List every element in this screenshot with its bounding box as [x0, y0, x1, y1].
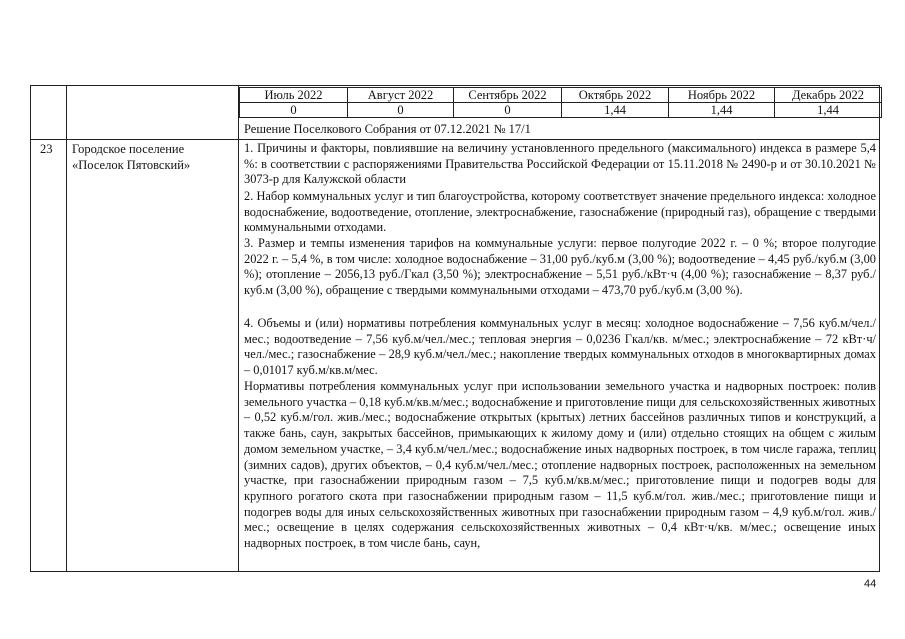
- month-header-cell: Ноябрь 2022: [669, 88, 775, 103]
- column-divider: [238, 85, 239, 572]
- settlement-name-line1: Городское поселение: [72, 142, 185, 156]
- month-header-cell: Июль 2022: [240, 88, 348, 103]
- month-value-cell: 0: [454, 103, 562, 118]
- decision-line: Решение Поселкового Собрания от 07.12.2021 № 17/1: [244, 122, 531, 136]
- months-value-row: [240, 103, 882, 118]
- month-header-cell: Август 2022: [348, 88, 454, 103]
- month-header-cell: Сентябрь 2022: [454, 88, 562, 103]
- paragraph-services-set: 2. Набор коммунальных услуг и тип благоустройства, которому соответствует значение предельного индекса: холодное водоснабжение, водоотведение, отопление, электроснабжение, газоснабжение (природный газ), обращение с твердыми коммунальными отходами.: [244, 189, 876, 235]
- month-value-cell: 0: [348, 103, 454, 118]
- month-value-cell: 1,44: [669, 103, 775, 118]
- row-divider: [30, 139, 880, 140]
- column-divider: [66, 85, 67, 572]
- months-table: [239, 87, 882, 118]
- paragraph-reasons: 1. Причины и факторы, повлиявшие на величину установленного предельного (максимального) индекса в размере 5,4 %: в соответствии с распоряжениями Правительства Российской Федерации от 15.11.2018 № 2490-р и от 30.10.2021 № 3073-р для Калужской области: [244, 141, 876, 187]
- paragraph-land-norms: Нормативы потребления коммунальных услуг при использовании земельного участка и надворных построек: полив земельного участка – 0,18 куб.м/кв.м/мес.; водоснабжение и приготовление пищи для сельскохозяйственных животных – 0,52 куб.м/гол. жив./мес.; водоснабжение открытых (крытых) летних бассейнов различных типов и конструкций, а также бань, саун, закрытых бассейнов, примыкающих к жилому дому и (или) отдельно стоящих на общем с жилым домом земельном участке, – 3,4 куб.м/чел./мес.; водоснабжение иных надворных построек, в том числе гаража, теплиц (зимних садов), других объектов, – 0,4 куб.м/чел./мес.; отопление надворных построек, расположенных на земельном участке, при газоснабжении природным газом – 7,5 куб.м/кв.м/мес.; приготовление пищи и подогрев воды для крупного рогатого скота при газоснабжении природным газом – 11,5 куб.м/гол. жив./мес.; приготовление пищи и подогрев воды для иных сельскохозяйственных животных при газоснабжении природным газом – 4,9 куб.м/гол. жив./мес.; освещение в целях содержания сельскохозяйственных животных – 0,4 кВт·ч/кв. м/мес.; освещение иных надворных построек, в том числе бань, саун,: [244, 379, 876, 551]
- paragraph-volumes: 4. Объемы и (или) нормативы потребления коммунальных услуг в месяц: холодное водоснабжение – 7,56 куб.м/чел./мес.; водоотведение – 7,56 куб.м/чел./мес.; тепловая энергия – 0,0236 Гкал/кв. м/мес.; электроснабжение – 72 кВт·ч/чел./мес.; газоснабжение – 28,9 куб.м/чел./мес.; накопление твердых коммунальных отходов в многоквартирных домах – 0,01017 куб.м/кв.м/мес.: [244, 316, 876, 378]
- month-header-cell: Октябрь 2022: [562, 88, 669, 103]
- row-number: 23: [40, 142, 53, 156]
- settlement-name-line2: «Поселок Пятовский»: [72, 158, 191, 172]
- month-header-cell: Декабрь 2022: [775, 88, 882, 103]
- paragraph-tariffs: 3. Размер и темпы изменения тарифов на коммунальные услуги: первое полугодие 2022 г. – 0 %; второе полугодие 2022 г. – 5,4 %, в том числе: холодное водоснабжение – 31,00 руб./куб.м (3,00 %); водоотведение – 4,45 руб./куб.м (3,00 %); отопление – 2056,13 руб./Гкал (3,50 %); электроснабжение – 5,51 руб./кВт·ч (4,00 %); газоснабжение – 8,37 руб./куб.м (3,00 %), обращение с твердыми коммунальными отходами – 473,70 руб./куб.м (3,00 %).: [244, 236, 876, 298]
- month-value-cell: 1,44: [775, 103, 882, 118]
- page-number: 44: [864, 578, 877, 590]
- months-header-row: [240, 88, 882, 103]
- month-value-cell: 0: [240, 103, 348, 118]
- month-value-cell: 1,44: [562, 103, 669, 118]
